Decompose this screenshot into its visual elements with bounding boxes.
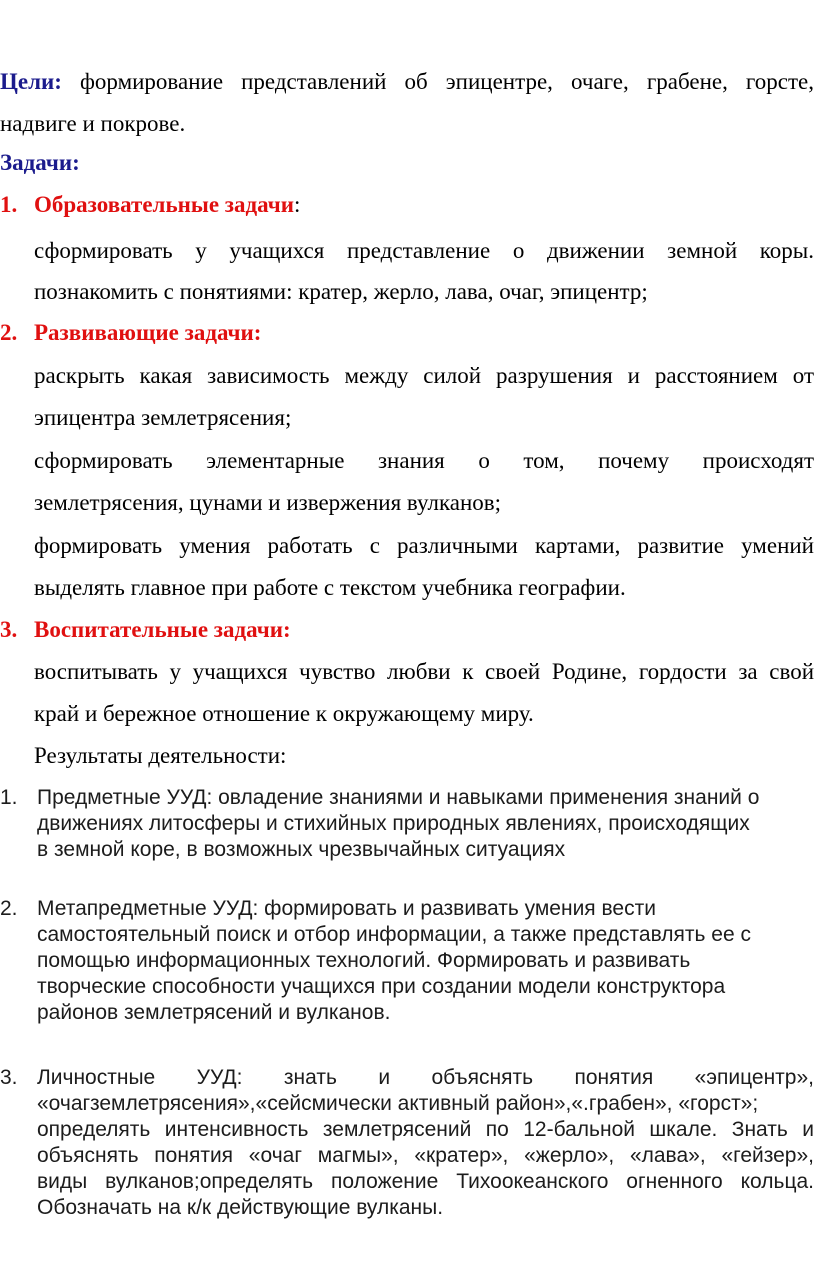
- section-2-number: 2.: [0, 320, 18, 345]
- section-2-line-4: землетрясения, цунами и извержения вулканов;: [34, 490, 502, 515]
- result-2-line-1: Метапредметные УУД: формировать и развивать умения вести: [37, 897, 656, 920]
- section-2-line-5: формировать умения работать с различными картами, развитие умений: [34, 533, 814, 558]
- result-2-line-4: творческие способности учащихся при создании модели конструктора: [37, 975, 726, 998]
- section-2-line-1: раскрыть какая зависимость между силой разрушения и расстоянием от: [34, 363, 814, 388]
- result-1-line-1: Предметные УУД: овладение знаниями и навыками применения знаний о: [37, 786, 760, 809]
- result-2-line-3: помощью информационных технологий. Формировать и развивать: [37, 949, 691, 972]
- section-3-number: 3.: [0, 617, 18, 642]
- result-1-text: [37, 785, 814, 863]
- tasks-label: Задачи:: [0, 150, 80, 175]
- goals-line-2: надвиге и покрове.: [0, 111, 186, 136]
- section-1-number: 1.: [0, 192, 18, 217]
- goals-text-1: формирование представлений об эпицентре, очаге, грабене, горсте,: [80, 69, 815, 94]
- result-3-line-1: Личностные УУД: знать и объяснять понятия «эпицентр»,: [37, 1066, 814, 1089]
- result-3-line-5: виды вулканов;определять положение Тихоокеанского огненного кольца.: [37, 1170, 814, 1193]
- result-1-number: 1.: [0, 786, 18, 809]
- section-3-line-2: край и бережное отношение к окружающему миру.: [34, 701, 534, 726]
- section-2-line-2: эпицентра землетрясения;: [34, 405, 292, 430]
- result-3-text: [37, 1065, 814, 1221]
- section-2-line-6: выделять главное при работе с текстом учебника географии.: [34, 575, 626, 600]
- section-1-heading-colon: :: [293, 192, 301, 217]
- section-1-line-1: сформировать у учащихся представление о движении земной коры.: [34, 238, 814, 263]
- result-1-line-2: движениях литосферы и стихийных природных явлениях, происходящих: [37, 812, 750, 835]
- section-1-heading: Образовательные задачи: [34, 192, 294, 217]
- section-2-heading: Развивающие задачи:: [34, 320, 262, 345]
- section-2-line-3: сформировать элементарные знания о том, почему происходят: [34, 448, 814, 473]
- result-2-line-5: районов землетрясений и вулканов.: [37, 1001, 391, 1024]
- result-2-text: [37, 896, 814, 1026]
- section-1-line-2: познакомить с понятиями: кратер, жерло, лава, очаг, эпицентр;: [34, 279, 648, 304]
- goals-line-1: [0, 67, 814, 97]
- section-3-line-1: воспитывать у учащихся чувство любви к своей Родине, гордости за свой: [34, 659, 814, 684]
- result-3-line-2: «очагземлетрясения»,«сейсмически активный район»,«.грабен», «горст»;: [37, 1092, 759, 1115]
- section-3-heading: Воспитательные задачи:: [34, 617, 291, 642]
- goals-label: Цели:: [0, 69, 62, 94]
- result-3-line-6: Обозначать на к/к действующие вулканы.: [37, 1196, 444, 1219]
- result-2-line-2: самостоятельный поиск и отбор информации, а также представлять ее с: [37, 923, 751, 946]
- result-3-line-4: объяснять понятия «очаг магмы», «кратер», «жерло», «лава», «гейзер»,: [37, 1144, 814, 1167]
- result-3-line-3: определять интенсивность землетрясений по 12-бальной шкале. Знать и: [37, 1118, 814, 1141]
- result-1-line-3: в земной коре, в возможных чрезвычайных ситуациях: [37, 838, 566, 861]
- result-3-number: 3.: [0, 1066, 18, 1089]
- results-title: Результаты деятельности:: [34, 743, 287, 768]
- result-2-number: 2.: [0, 897, 18, 920]
